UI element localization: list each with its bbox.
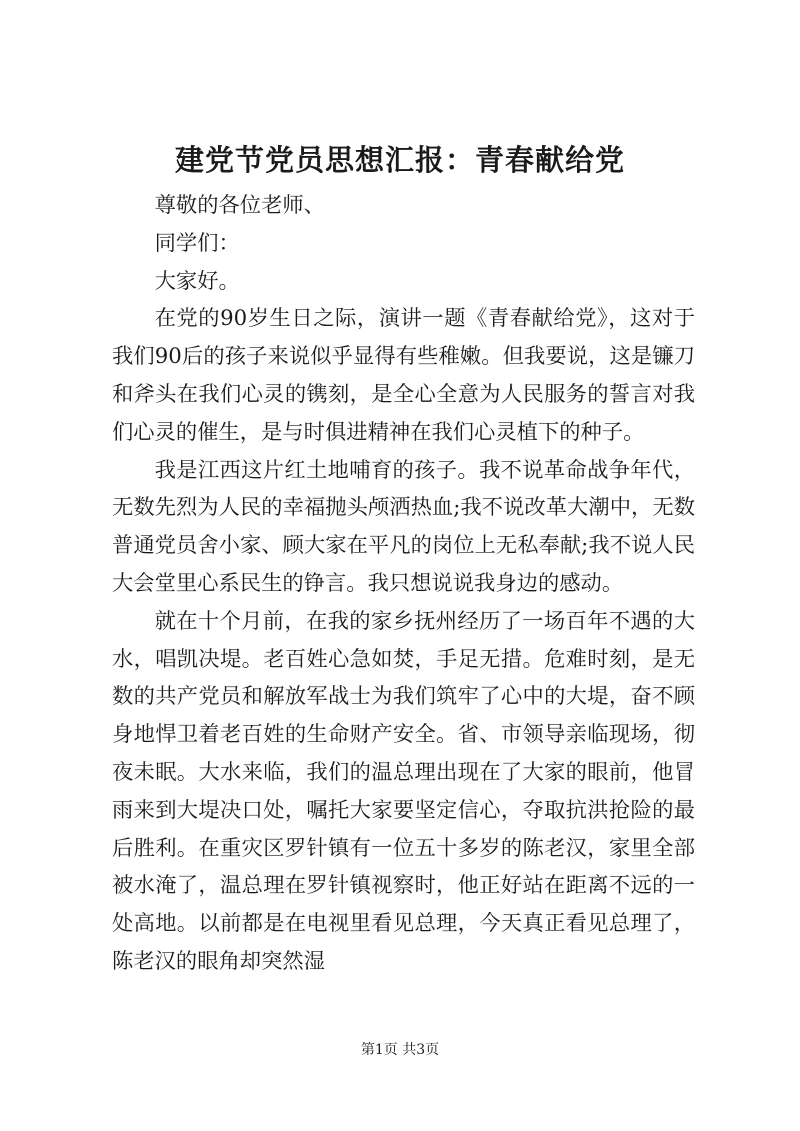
salutation-line-1: 尊敬的各位老师、	[154, 193, 325, 218]
document-body	[112, 187, 695, 981]
document-title: 建党节党员思想汇报：青春献给党	[174, 143, 625, 177]
paragraph-jiangxi: 我是江西这片红土地哺育的孩子。我不说革命战争年代，无数先烈为人民的幸福抛头颅洒热血;我不说改革大潮中，无数普通党员舍小家、顾大家在平凡的岗位上无私奉献;我不说人民大会堂里心系民生的铮言。我只想说说我身边的感动。	[112, 457, 695, 596]
page-footer: 第1页 共3页	[360, 1042, 440, 1058]
greeting: 大家好。	[154, 268, 240, 294]
salutation-line-2: 同学们：	[154, 230, 240, 256]
paragraph-flood: 就在十个月前，在我的家乡抚州经历了一场百年不遇的大水，唱凯决堤。老百姓心急如焚，手足无措。危难时刻，是无数的共产党员和解放军战士为我们筑牢了心中的大堤，奋不顾身地悍卫着老百姓的生命财产安全。省、市领导亲临现场，彻夜未眠。大水来临，我们的温总理出现在了大家的眼前，他冒雨来到大堤决口处，嘱托大家要坚定信心，夺取抗洪抢险的最后胜利。在重灾区罗针镇有一位五十多岁的陈老汉，家里全部被水淹了，温总理在罗针镇视察时，他正好站在距离不远的一处高地。以前都是在电视里看见总理，今天真正看见总理了，陈老汉的眼角却突然湿	[112, 608, 695, 974]
paragraph-intro: 在党的90岁生日之际，演讲一题《青春献给党》，这对于我们90后的孩子来说似乎显得有些稚嫩。但我要说，这是镰刀和斧头在我们心灵的镌刻，是全心全意为人民服务的誓言对我们心灵的催生，是与时俱进精神在我们心灵植下的种子。	[112, 306, 695, 445]
